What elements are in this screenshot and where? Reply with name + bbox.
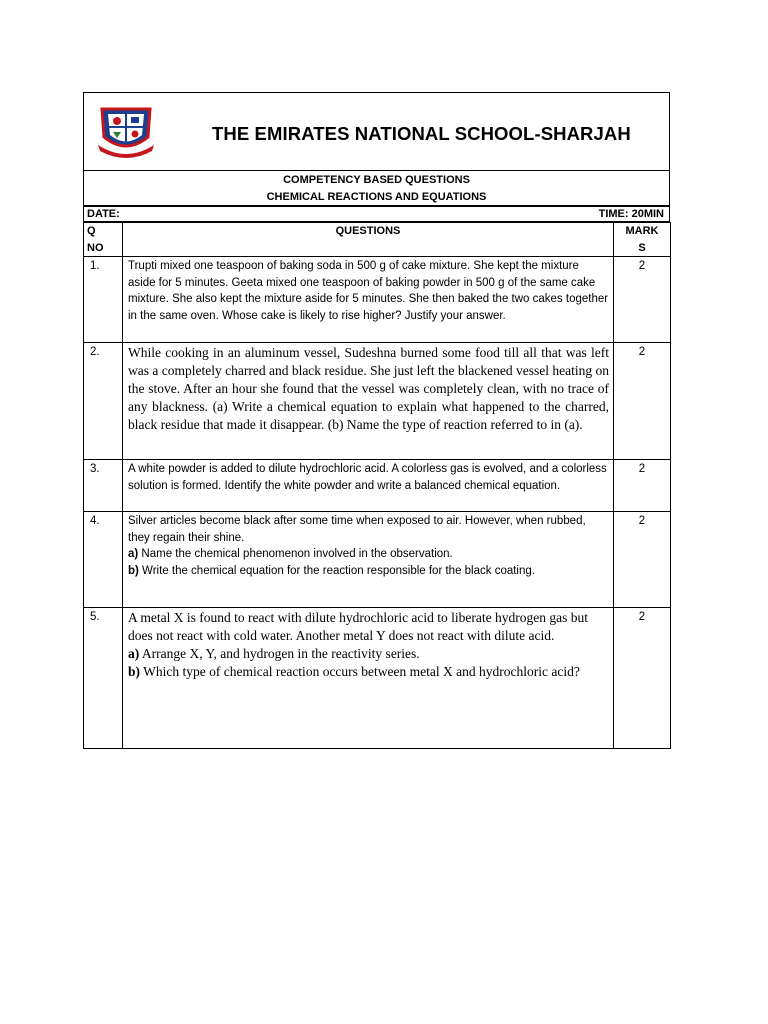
question-marks: 2: [614, 257, 671, 343]
table-header-row: [84, 223, 671, 257]
date-label: DATE:: [87, 208, 120, 220]
question-marks: 2: [614, 512, 671, 608]
time-label: TIME: 20MIN: [598, 208, 664, 220]
questions-header: QUESTIONS: [123, 223, 614, 257]
school-header: [83, 92, 670, 170]
question-text: [123, 512, 614, 608]
school-name: THE EMIRATES NATIONAL SCHOOL-SHARJAH: [212, 123, 631, 144]
chapter-title: CHEMICAL REACTIONS AND EQUATIONS: [266, 191, 487, 203]
table-row: [84, 460, 671, 512]
question-text: A white powder is added to dilute hydrochloric acid. A colorless gas is evolved, and a colorless solution is formed. Identify the white powder and write a balanced chemical equation.: [123, 460, 614, 512]
date-time-row: [83, 206, 670, 222]
table-row: [84, 608, 671, 749]
school-crest-logo: [96, 107, 156, 159]
question-marks: 2: [614, 608, 671, 749]
question-text: [123, 608, 614, 749]
qno-header: Q NO: [84, 223, 123, 257]
question-number: 4.: [84, 512, 123, 608]
sub-question-b: b) Which type of chemical reaction occurs between metal X and hydrochloric acid?: [128, 664, 580, 679]
question-stem: Silver articles become black after some time when exposed to air. However, when rubbed, they regain their shine.: [128, 515, 586, 544]
question-number: 1.: [84, 257, 123, 343]
table-row: [84, 512, 671, 608]
questions-table: [83, 222, 671, 749]
question-sheet: [83, 92, 670, 749]
question-text: Trupti mixed one teaspoon of baking soda in 500 g of cake mixture. She kept the mixture aside for 5 minutes. Geeta mixed one teaspoon of baking powder in 500 g of the same cake mixture. She also kept the mixture aside for 5 minutes. She then baked the two cakes together in the same oven. Whose cake is likely to rise higher? Justify your answer.: [123, 257, 614, 343]
title-block: [83, 170, 670, 206]
question-marks: 2: [614, 343, 671, 460]
question-number: 2.: [84, 343, 123, 460]
sub-question-a: a) Name the chemical phenomenon involved in the observation.: [128, 548, 453, 560]
sub-question-b: b) Write the chemical equation for the reaction responsible for the black coating.: [128, 564, 535, 577]
question-text: While cooking in an aluminum vessel, Sudeshna burned some food till all that was left was a completely charred and black residue. She just left the blackened vessel heating on the stove. After an hour she found that the vessel was completely clean, with no trace of any blackness. (a) Write a chemical equation to explain what happened to the charred, black residue that made it disappear. (b) Name the type of reaction referred to in (a).: [123, 343, 614, 460]
question-stem: A metal X is found to react with dilute hydrochloric acid to liberate hydrogen gas but does not react with cold water. Another metal Y does not react with dilute acid.: [128, 610, 589, 643]
table-row: [84, 343, 671, 460]
question-marks: 2: [614, 460, 671, 512]
marks-header: MARK S: [614, 223, 671, 257]
competency-title: COMPETENCY BASED QUESTIONS: [283, 174, 470, 186]
sub-question-a: a) Arrange X, Y, and hydrogen in the reactivity series.: [128, 646, 420, 661]
question-number: 5.: [84, 608, 123, 749]
question-number: 3.: [84, 460, 123, 512]
table-row: [84, 257, 671, 343]
